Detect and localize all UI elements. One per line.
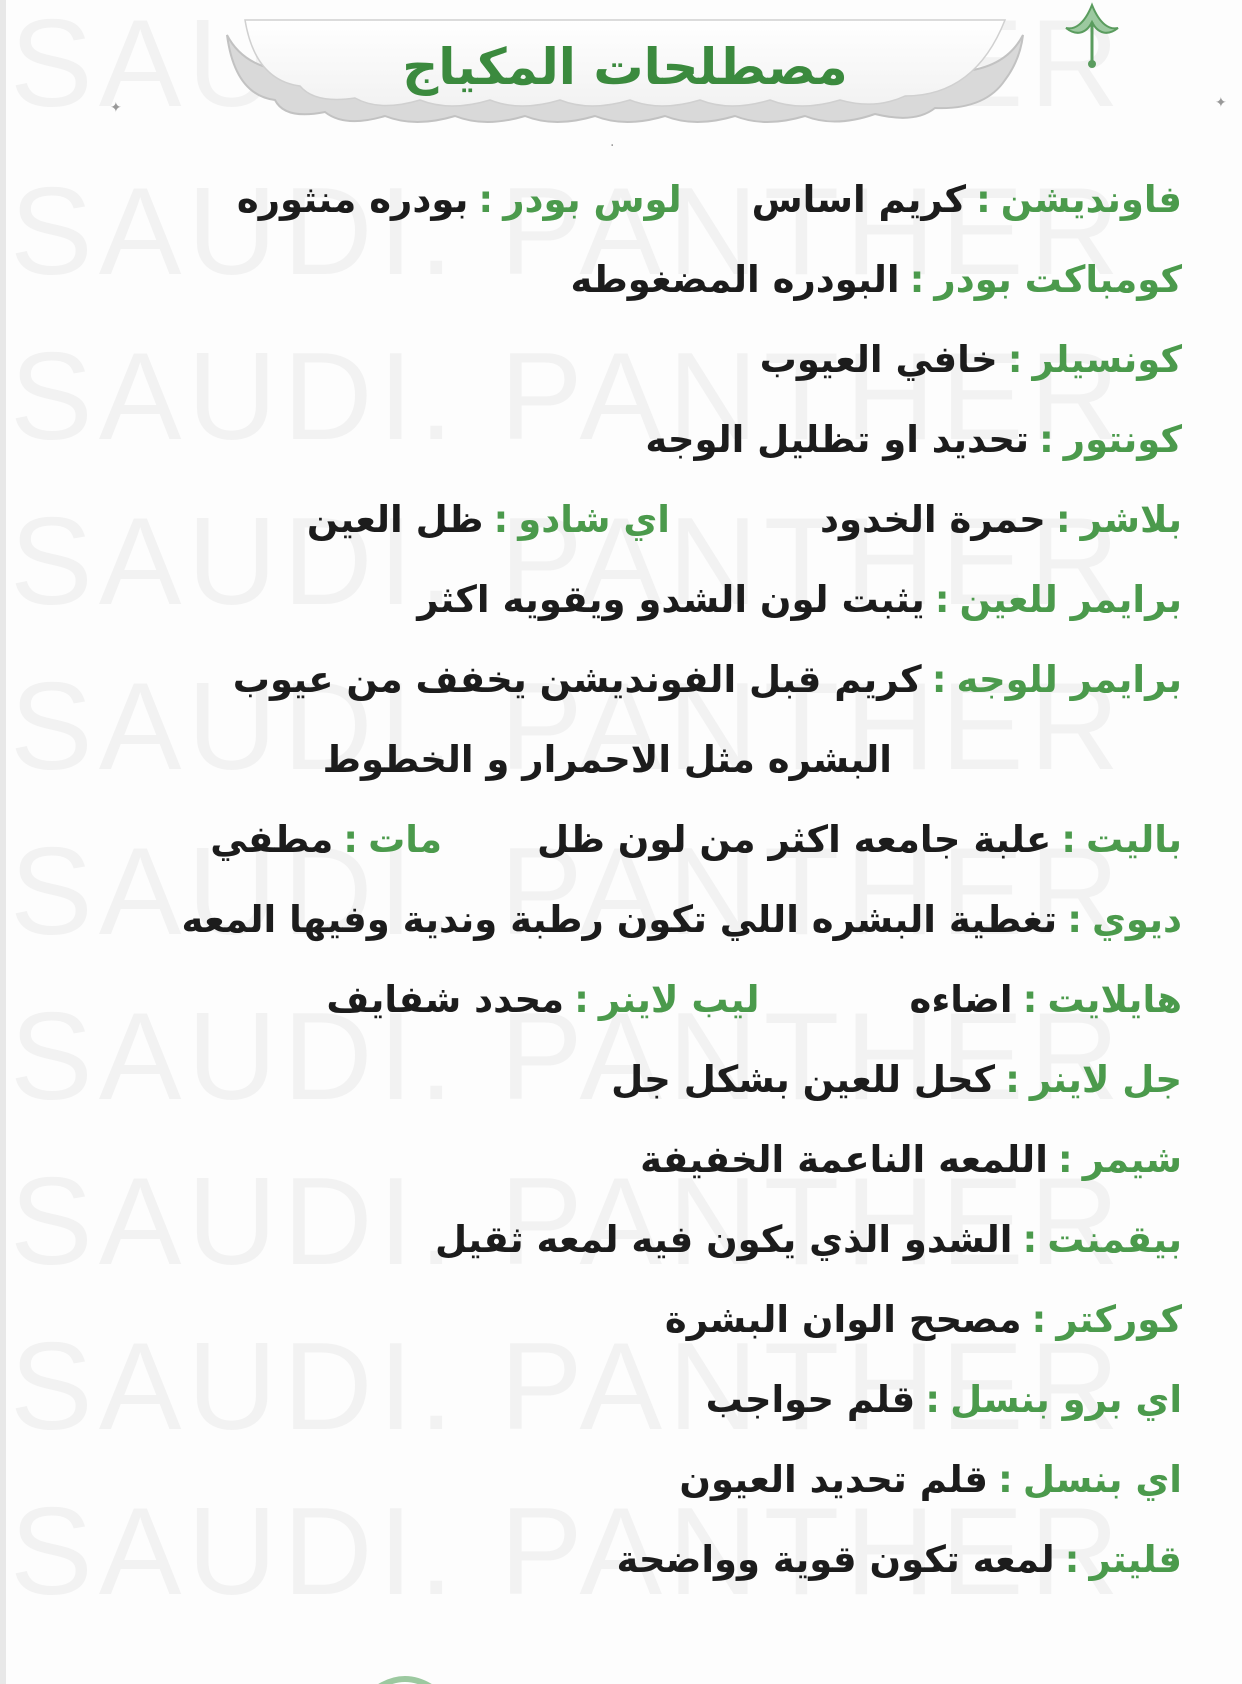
title-banner: [215, 0, 1035, 130]
term: كونسيلر: [1032, 338, 1182, 381]
separator: :: [931, 658, 947, 701]
term-line: [40, 800, 1182, 880]
term-line: [40, 320, 1182, 400]
term: برايمر للوجه: [956, 658, 1182, 701]
definition: مطفي: [210, 818, 334, 861]
term: ديوي: [1092, 898, 1182, 941]
separator: :: [478, 178, 494, 221]
definition: علبة جامعه اكثر من لون ظل: [537, 818, 1052, 861]
term-line: [40, 1120, 1182, 1200]
definition: كريم قبل الفونديشن يخفف من عيوب: [232, 658, 922, 701]
separator: :: [1038, 418, 1054, 461]
term-line: [40, 960, 1182, 1040]
term-line: [40, 480, 1182, 560]
term: كونتور: [1063, 418, 1182, 461]
definition: كريم اساس: [751, 178, 966, 221]
definition: قلم حواجب: [705, 1378, 916, 1421]
term: ليب لاينر: [598, 978, 760, 1021]
terms-list: [40, 160, 1182, 1600]
term-line: [40, 160, 1182, 240]
definition: مصحح الوان البشرة: [664, 1298, 1022, 1341]
term-line: [40, 1040, 1182, 1120]
term: اي بنسل: [1022, 1458, 1182, 1501]
term-line: [40, 240, 1182, 320]
term-line: [40, 1520, 1182, 1600]
term: كوركتر: [1056, 1298, 1182, 1341]
definition: قلم تحديد العيون: [679, 1458, 989, 1501]
separator: :: [1057, 1138, 1073, 1181]
separator: :: [1022, 1218, 1038, 1261]
separator: :: [934, 578, 950, 621]
separator: :: [925, 1378, 941, 1421]
term: كومباكت بودر: [934, 258, 1182, 301]
definition: كحل للعين بشكل جل: [611, 1058, 996, 1101]
floral-ornament-icon: [1062, 0, 1122, 70]
term-line: [40, 880, 1182, 960]
term: قليتر: [1089, 1538, 1182, 1581]
separator: :: [1055, 498, 1071, 541]
term: مات: [368, 818, 443, 861]
separator: :: [1064, 1538, 1080, 1581]
bottom-leaf-icon: [360, 1660, 450, 1684]
separator: :: [493, 498, 509, 541]
definition: البودره المضغوطه: [570, 258, 900, 301]
left-border: [0, 0, 6, 1684]
definition: حمرة الخدود: [820, 498, 1046, 541]
term-line: [40, 1360, 1182, 1440]
definition: بودره منثوره: [236, 178, 469, 221]
term: هايلايت: [1047, 978, 1182, 1021]
separator: :: [909, 258, 925, 301]
sparkle-icon: ✦: [110, 100, 122, 116]
term: جل لاينر: [1029, 1058, 1182, 1101]
separator: :: [998, 1458, 1013, 1501]
term: فاونديشن: [1000, 178, 1182, 221]
definition: خافي العيوب: [759, 338, 998, 381]
sparkle-icon: ✦: [1215, 95, 1227, 111]
term-line: [40, 400, 1182, 480]
sparkle-icon: ·: [610, 138, 615, 154]
page-title: مصطلحات المكياج: [402, 38, 848, 96]
separator: :: [975, 178, 991, 221]
separator: :: [1007, 338, 1023, 381]
term: اي شادو: [518, 498, 670, 541]
term-line: [40, 1200, 1182, 1280]
term: برايمر للعين: [959, 578, 1182, 621]
definition: تحديد او تظليل الوجه: [645, 418, 1029, 461]
term: لوس بودر: [503, 178, 682, 221]
term: اي برو بنسل: [950, 1378, 1182, 1421]
term: شيمر: [1082, 1138, 1182, 1181]
separator: :: [1061, 818, 1077, 861]
term: بيقمنت: [1047, 1218, 1182, 1261]
term-line: [40, 1280, 1182, 1360]
term: بلاشر: [1080, 498, 1182, 541]
term-line: [40, 560, 1182, 640]
term: باليت: [1086, 818, 1182, 861]
term-line: [40, 1440, 1182, 1520]
term-line: [40, 640, 1182, 720]
definition: يثبت لون الشدو ويقويه اكثر: [417, 578, 925, 621]
definition: تغطية البشره اللي تكون رطبة وندية وفيها المعه: [181, 898, 1058, 941]
separator: :: [1005, 1058, 1020, 1101]
definition: اللمعه الناعمة الخفيفة: [640, 1138, 1048, 1181]
separator: :: [1067, 898, 1082, 941]
separator: :: [1031, 1298, 1047, 1341]
definition-continuation: البشره مثل الاحمرار و الخطوط: [322, 738, 892, 781]
definition: محدد شفايف: [326, 978, 565, 1021]
definition: اضاءه: [909, 978, 1013, 1021]
definition: الشدو الذي يكون فيه لمعه ثقيل: [435, 1218, 1013, 1261]
separator: :: [343, 818, 359, 861]
definition: لمعه تكون قوية وواضحة: [616, 1538, 1055, 1581]
separator: :: [1022, 978, 1038, 1021]
definition: ظل العين: [306, 498, 484, 541]
term-line: [40, 720, 1182, 800]
separator: :: [574, 978, 589, 1021]
